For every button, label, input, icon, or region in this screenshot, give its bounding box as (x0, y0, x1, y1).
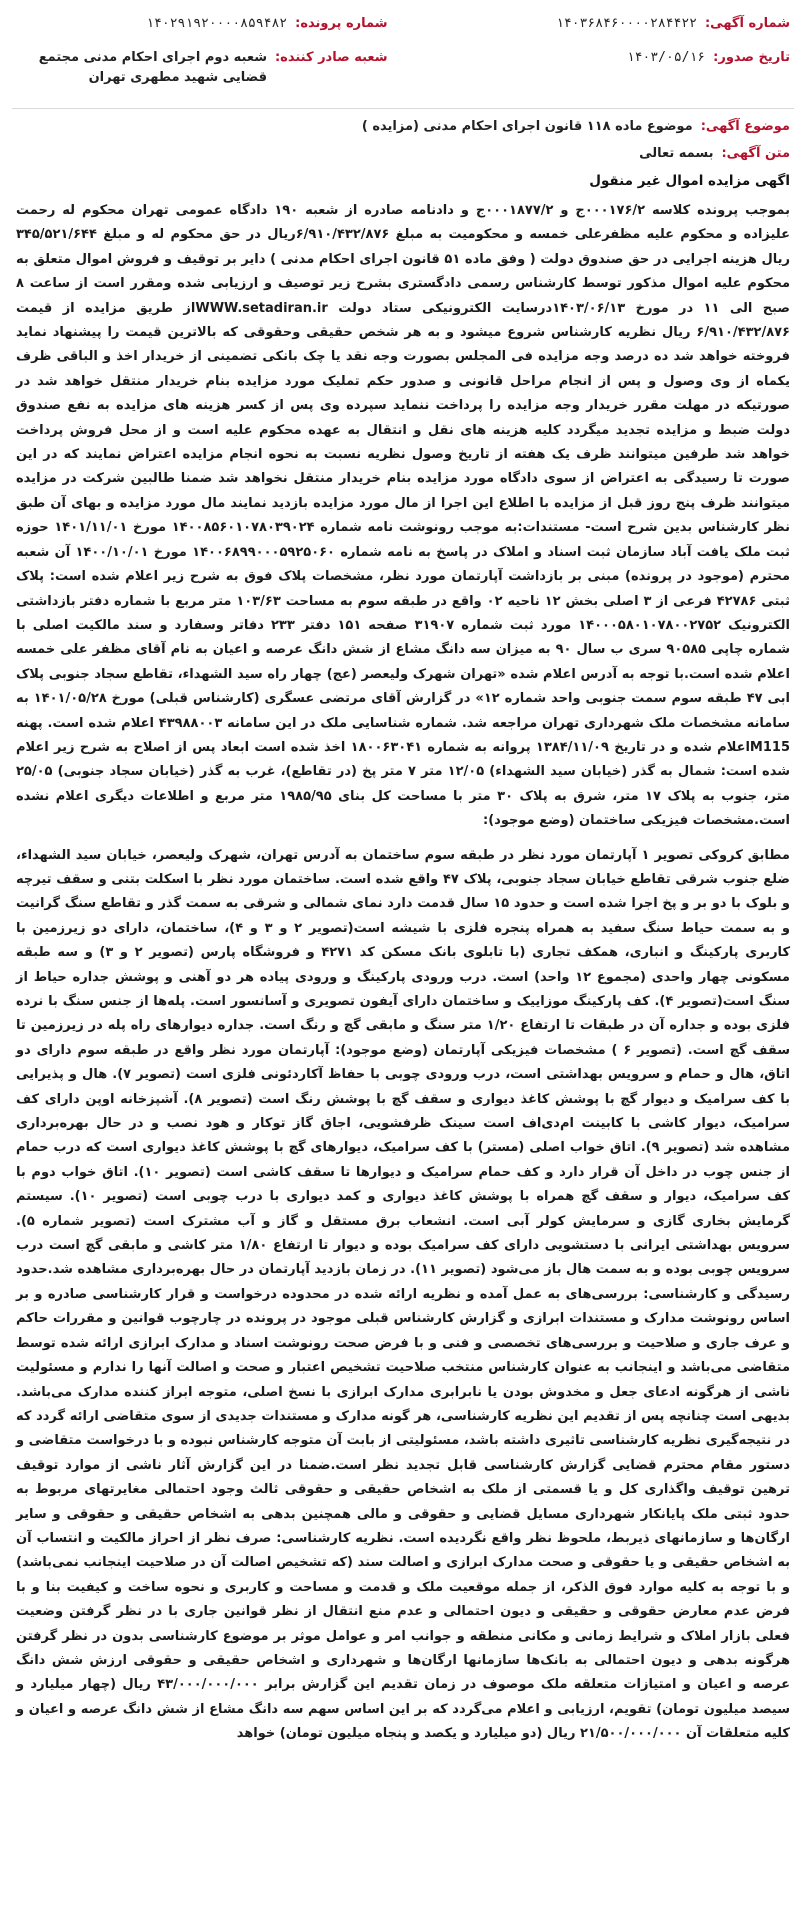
issuing-branch-value: شعبه دوم اجرای احکام مدنی مجتمع قضایی شهید مطهری تهران (38, 50, 267, 85)
ad-page (8, 0, 798, 1747)
body-paragraph-1: بموجب پرونده کلاسه ۰۰۰۱۷۶/۲ج و ۰۰۰۱۸۷۷/۲ج و دادنامه صادره از شعبه ۱۹۰ دادگاه عمومی تهران محکوم له رحمت علیزاده و محکوم علیه مظفرعلی خمسه و محکومیت به مبلغ ۶/۹۱۰/۴۳۲/۸۷۶ریال در حق محکوم له و مبلغ ۳۴۵/۵۲۱/۶۴۴ ریال هزینه اجرایی در حق صندوق دولت ( وفق ماده ۵۱ قانون اجرای احکام مدنی ) دایر بر توقیف و فروش اموال متعلق به محکوم علیه اموال مذکور توسط کارشناس رسمی دادگستری بشرح زیر توصیف و ارزیابی شده ومقرر است از ساعت ۸ صبح الی ۱۱ در مورخ ۱۴۰۳/۰۶/۱۳درسایت الکترونیکی ستاد دولت WWW.setadiran.irاز طریق مزایده از قیمت ۶/۹۱۰/۴۳۲/۸۷۶ ریال نظریه کارشناس شروع میشود و به هر شخص حقیقی وحقوقی که بالاترین قیمت را پیشنهاد نماید فروخته خواهد شد ده درصد وجه مزایده فی المجلس بصورت وجه نقد یا چک بانکی تضمینی از خریدار اخذ و الباقی ظرف یکماه از وی وصول و پس از انجام مراحل قانونی و صدور حکم تملیک مورد مزایده بنام خریدار منتقل خواهد شد در صورتیکه در مهلت مقرر خریدار وجه مزایده را پرداخت ننماید سپرده وی پس از کسر هزینه های مزایده به نفع صندوق دولت ضبط و مزایده تجدید میگردد کلیه هزینه های نقل و انتقال به عهده محکوم علیه است و از محل فروش پرداخت خواهد شد طرفین میتوانند ظرف یک هفته از تاریخ وصول نظریه نسبت به نحوه انجام مزایده اعتراض نمایند که در این صورت تا رسیدگی به اعتراض از سوی دادگاه مورد مزایده بنام خریدار منتقل نخواهد شد ضمنا طالبین شرکت در مزایده میتوانند ظرف پنج روز قبل از مزایده با اطلاع این اجرا از مال مورد مزایده بازدید نمایند مال مورد مزایده و بهای آن طبق نظر کارشناس بدین شرح است- مستندات:به موجب رونوشت نامه شماره ۱۴۰۰۸۵۶۰۱۰۷۸۰۳۹۰۲۴ مورخ ۱۴۰۱/۱۱/۰۱ حوزه ثبت ملک یافت آباد سازمان ثبت اسناد و املاک در پاسخ به نامه شماره ۱۴۰۰۶۸۹۹۰۰۰۵۹۲۵۰۶۰ مورخ ۱۴۰۰/۱۰/۰۱ آن شعبه محترم (موجود در پرونده) مبنی بر بازداشت آپارتمان مورد نظر، مشخصات پلاک فوق به شرح زیر اعلام شده است: پلاک ثبتی ۴۲۷۸۶ فرعی از ۳ اصلی بخش ۱۲ ناحیه ۰۲ واقع در طبقه سوم به مساحت ۱۰۳/۶۳ متر مربع با شماره دفتر بازداشتی الکترونیک ۱۴۰۰۰۵۸۰۱۰۷۸۰۰۲۷۵۲ مورد ثبت شماره ۳۱۹۰۷ صفحه ۱۵۱ دفتر ۲۳۳ دفاتر وسفارد و سند مالکیت اصلی با شماره چاپی ۹۰۵۸۵ سری ب سال ۹۰ به میزان سه دانگ مشاع از شش دانگ عرصه و اعیان به نام آقای مظفر علی خمسه اعلام شده است.با توجه به آدرس اعلام شده «تهران شهرک ولیعصر (عج) چهار راه سید الشهداء، تقاطع سجاد جنوبی پلاک ابی ۴۷ طبقه سوم سمت جنوبی واحد شماره ۱۲» در گزارش آقای مرتضی عسگری (کارشناس قبلی) مورخ ۱۴۰۱/۰۵/۲۸ به سامانه مشخصات ملک شهرداری تهران مراجعه شد. شماره شناسایی ملک در این سامانه ۴۳۹۸۸۰۰۳ اعلام شده است. پهنه M115اعلام شده و در تاریخ ۱۳۸۴/۱۱/۰۹ پروانه به شماره ۱۸۰۰۶۳۰۴۱ اخذ شده است ابعاد پس از اصلاح به شرح زیر اعلام شده است: شمال به گذر (خیابان سید الشهداء) ۱۲/۰۵ متر ۷ متر پخ (در تقاطع)، غرب به گذر (خیابان سجاد جنوبی) ۲۵/۰۵ متر، جنوب به پلاک ۱۷ متر، شرق به پلاک ۳۰ متر با مساحت کل بنای ۱۹۸۵/۹۵ متر مربع و اطلاعات دیگری اعلام نشده است.مشخصات فیزیکی ساختمان (وضع موجود): (16, 203, 791, 829)
ad-meta (8, 0, 798, 102)
meta-right-column (418, 14, 790, 102)
subject-value: موضوع ماده ۱۱۸ قانون اجرای احکام مدنی (مزایده ) (361, 119, 693, 134)
ad-number-label: شماره آگهی: (704, 16, 790, 31)
ad-heading: اگهی مزایده اموال غیر منقول (589, 173, 790, 189)
issue-date-value: ۱۴۰۳/۰۵/۱۶ (626, 50, 706, 65)
text-value: بسمه تعالی (639, 146, 714, 161)
meta-left-column (16, 14, 388, 102)
issuing-branch-label: شعبه صادر کننده: (274, 50, 388, 65)
body-paragraph-2: مطابق کروکی تصویر ۱ آپارتمان مورد نظر در طبقه سوم ساختمان به آدرس تهران، شهرک ولیعصر، خیابان سید الشهداء، ضلع جنوب شرقی تقاطع خیابان سجاد جنوبی، پلاک ۴۷ واقع شده است. ساختمان مورد نظر با اسکلت بتنی و سقف تیرچه و بلوک با دو بر و پخ اجرا شده است و حدود ۱۵ سال قدمت دارد نمای شمالی و شرقی به سمت گذر و تقاطع سنگ گرانیت و به سمت حیاط سنگ سفید به همراه پنجره فلزی با شیشه است(تصویر ۲ و ۳ و ۴)، ساختمان، دارای دو زیرزمین با کاربری پارکینگ و انباری، همکف تجاری (با تابلوی بانک مسکن کد ۴۲۷۱ و فروشگاه پارس (تصویر ۲ و ۳) و سه طبقه مسکونی چهار واحدی (مجموع ۱۲ واحد) است. درب ورودی پارکینگ و ورودی پیاده هر دو آهنی و پوشش جداره حیاط از سنگ است(تصویر ۴). کف پارکینگ موزاییک و ساختمان دارای آیفون تصویری و آسانسور است. پله‌ها از جنس سنگ با نرده فلزی بوده و جداره آن در طبقات تا ارتفاع ۱/۲۰ متر سنگ و مابقی گچ و رنگ است. جداره دیوارهای راه پله در زیرزمین تا سقف گچ است. (تصویر ۶ ) مشخصات فیزیکی آپارتمان (وضع موجود): آپارتمان مورد نظر واقع در طبقه سوم دارای دو اتاق، هال و حمام و سرویس بهداشتی است، درب ورودی چوبی با حفاظ آکاردئونی فلزی است (تصویر ۷). هال و پذیرایی با کف سرامیک و دیوار گچ با پوشش کاغذ دیواری و سقف گچ با پوشش رنگ است (تصویر ۸). آشپزخانه اوپن دارای کف سرامیک، دیوار کاشی با کابینت ام‌دی‌اف است سینک ظرفشویی، اجاق گاز توکار و هود نصب و در حال بهره‌برداری مشاهده شد (تصویر ۹). اتاق خواب اصلی (مستر) با کف سرامیک، دیوارهای گچ با پوشش کاغذ دیواری است که درب حمام از جنس چوب در داخل آن قرار دارد و کف حمام سرامیک و دیوارها تا سقف کاشی است (تصویر ۱۰). اتاق خواب دوم با کف سرامیک، دیوار و سقف گچ همراه با پوشش کاغذ دیواری و کمد دیواری با درب چوبی است (تصویر ۱۰). سیستم گرمایش بخاری گازی و سرمایش کولر آبی است. انشعاب برق مستقل و گاز و آب مشترک است (تصویر شماره ۵). سرویس بهداشتی ایرانی با دستشویی دارای کف سرامیک بوده و دیوار تا ارتفاع ۱/۸۰ متر کاشی و مابقی گچ است درب سرویس چوبی بوده و به سمت هال باز می‌شود (تصویر ۱۱). در زمان بازدید آپارتمان در حال بهره‌برداری مشاهده شد.حدود رسیدگی و کارشناسی: بررسی‌های به عمل آمده و نظریه ارائه شده در محدوده درخواست و قرار کارشناسی صادره و بر اساس رونوشت مدارک و مستندات ابرازی و گزارش کارشناس قبلی موجود در پرونده در چارچوب قوانین و مقررات حاکم و عرف جاری و صلاحیت و بررسی‌های تخصصی و فنی و با فرض صحت رونوشت اسناد و مدارک ابرازی ارائه شده توسط متقاضی می‌باشد و اینجانب به عنوان کارشناس منتخب صلاحیت تشخیص اعتبار و صحت و اصالت آنها را ندارم و مسئولیت ناشی از هرگونه ادعای جعل و مخدوش بودن یا نابرابری مدارک ابرازی با نسخ اصلی، متوجه ابراز کننده مدارک می‌باشد. بدیهی است چنانچه پس از تقدیم این نظریه کارشناسی، هر گونه مدارک و مستندات جدیدی از سوی متقاضی ارائه گردد که در نتیجه‌گیری نظریه کارشناسی تاثیری داشته باشد، مسئولیتی از بابت آن متوجه کارشناس نبوده و با درخواست متقاضی و دستور مقام محترم قضایی گزارش کارشناسی قابل تجدید نظر است.ضمنا در این گزارش آثار ناشی از موارد توقیف ترهین توقیف واگذاری کل و یا قسمتی از ملک به اشخاص حقیقی و حقوقی ثالث وجود احتمالی مغایرتهای مربوط به حدود ثبتی ملک پایانکار شهرداری مسایل قضایی و حقوقی و مالی همچنین بدهی به اشخاص حقیقی و حقوقی و سایر ارگان‌ها و سازمانهای ذیربط، ملحوظ نظر واقع نگردیده است. نظریه کارشناسی: صرف نظر از احراز مالکیت و انتساب آن به اشخاص حقیقی و یا حقوقی و صحت مدارک ابرازی و اصالت سند (که تشخیص اصالت آن در صلاحیت اینجانب نمی‌باشد) و با توجه به کلیه موارد فوق الذکر، از جمله موقعیت ملک و قدمت و مساحت و کاربری و نحوه ساخت و کیفیت بنا و با فرض عدم معارض حقوقی و حقیقی و دیون احتمالی و عدم منع انتقال از نظر قوانین جاری با در نظر گرفتن وضعیت فعلی بازار املاک و شرایط زمانی و مکانی منطقه و جوانب امر و عوامل موثر بر موضوع کارشناسی بدون در نظر گرفتن هرگونه بدهی و دیون احتمالی به بانک‌ها سازمانها ارگان‌ها و شهرداری و اشخاص حقیقی و حقوقی ارزش شش دانگ عرصه و اعیان و امتیازات متعلقه ملک موصوف در زمان تقدیم این گزارش برابر ۴۳/۰۰۰/۰۰۰/۰۰۰ ریال (چهار میلیارد و سیصد میلیون تومان) تقویم، ارزیابی و اعلام می‌گردد که بر این اساس سهم سه دانگ مشاع از شش دانگ عرصه و اعیان و کلیه متعلقات آن ۲۱/۵۰۰/۰۰۰/۰۰۰ ریال (دو میلیارد و یکصد و پنجاه میلیون تومان) خواهد (16, 847, 791, 1742)
subject-row (8, 119, 798, 134)
file-number-value: ۱۴۰۲۹۱۹۲۰۰۰۰۸۵۹۴۸۲ (146, 16, 288, 31)
issuing-branch-row (16, 48, 388, 88)
text-label: متن آگهی: (721, 146, 790, 161)
file-number-row (16, 14, 388, 34)
ad-body (8, 199, 798, 1747)
ad-number-row (418, 14, 790, 34)
file-number-label: شماره پرونده: (295, 16, 388, 31)
text-row (8, 146, 798, 161)
divider (12, 108, 794, 109)
issue-date-row (418, 48, 790, 68)
subject-label: موضوع آگهی: (700, 119, 790, 134)
issue-date-label: تاریخ صدور: (713, 50, 790, 65)
ad-number-value: ۱۴۰۳۶۸۴۶۰۰۰۰۲۸۴۴۲۲ (556, 16, 697, 31)
